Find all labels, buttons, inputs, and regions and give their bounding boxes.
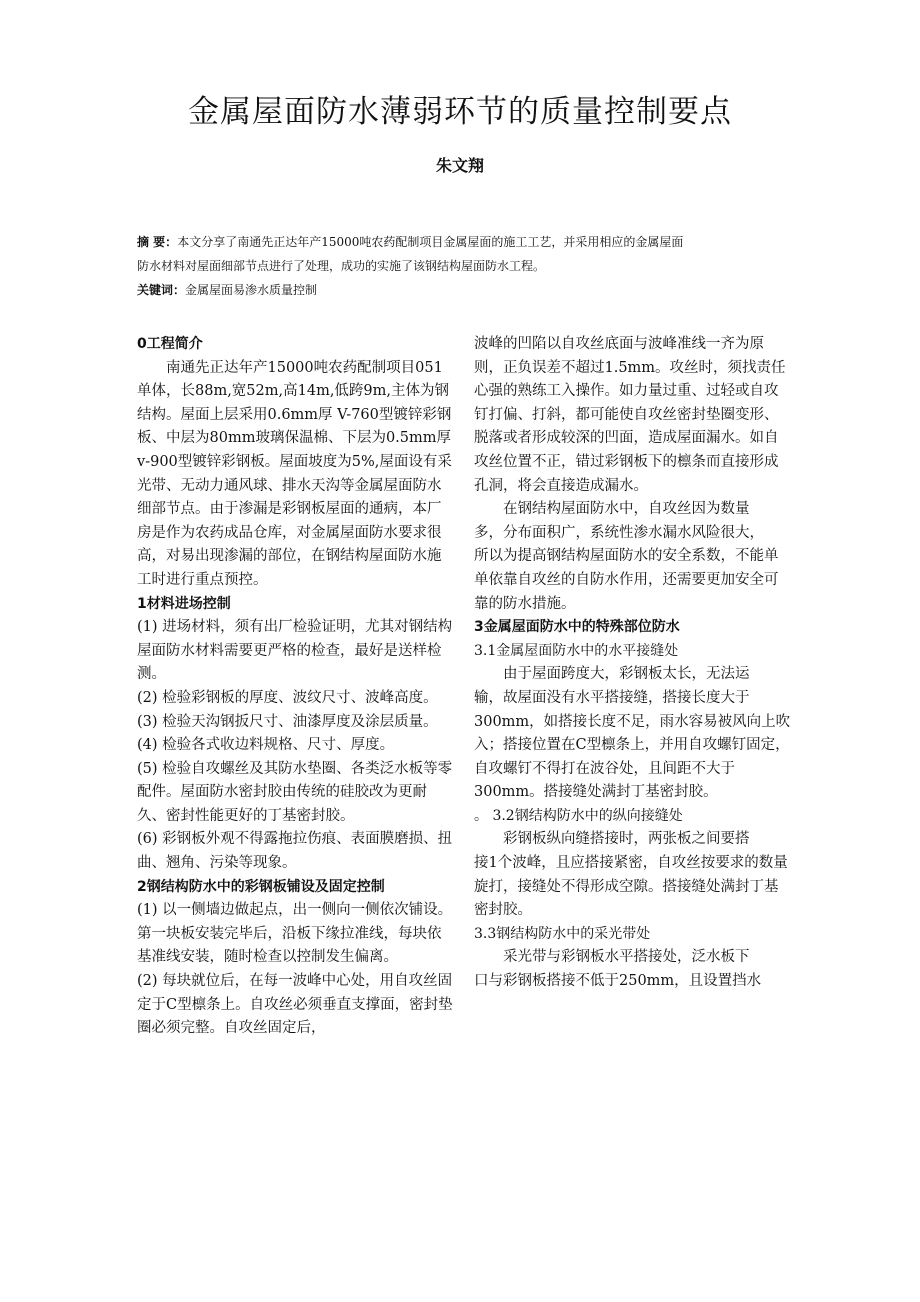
subsection-3-3: 3.3钢结构防水中的采光带处 bbox=[474, 925, 651, 942]
paper-title: 金属屋面防水薄弱环节的质量控制要点 bbox=[188, 94, 732, 130]
skylight-a: 采光带与彩钢板水平搭接处，泛水板下 bbox=[503, 949, 750, 966]
laying-item-1: (1) 以一侧墙边做起点，出一侧向一侧依次铺设。第一块板安装完毕后，沿板下缘拉准线，每块依基准线安装，随时检查以控制发生偏离。 bbox=[137, 902, 453, 966]
longitudinal-joint-a: 彩钢板纵向缝搭接时，两张板之间要搭 bbox=[503, 831, 750, 848]
skylight-b: 口与彩钢板搭接不低于250mm，且设置挡水 bbox=[474, 973, 762, 990]
abstract-block bbox=[137, 230, 787, 302]
horizontal-joint-a: 由于屋面跨度大，彩钢板太长，无法运 bbox=[503, 666, 750, 683]
screw-paragraph-c: 所以为提高钢结构屋面防水的安全系数，不能单单依靠自攻丝的自防水作用，还需要更加安全可靠的防水措施。 bbox=[474, 548, 779, 612]
keywords-label: 关键词： bbox=[137, 283, 186, 297]
screw-paragraph-a: 在钢结构屋面防水中，自攻丝因为数量 bbox=[503, 501, 750, 518]
section-heading-1: 1材料进场控制 bbox=[137, 595, 231, 612]
right-column bbox=[474, 333, 792, 994]
material-item-4: (4) 检验各式收边料规格、尺寸、厚度。 bbox=[137, 737, 395, 754]
keywords-line bbox=[137, 278, 787, 302]
material-item-1: (1) 进场材料，须有出厂检验证明，尤其对钢结构屋面防水材料需要更严格的检查，最好是送样检测。 bbox=[137, 619, 453, 683]
keywords-text: 金属屋面易渗水质量控制 bbox=[185, 283, 318, 297]
section-heading-0: 0工程简介 bbox=[137, 336, 203, 352]
longitudinal-joint-b: 接1个波峰，且应搭接紧密，自攻丝按要求的数量旋打，接缝处不得形成空隙。搭接缝处满封丁基密封胶。 bbox=[474, 855, 788, 919]
abstract-text-2: 防水材料对屋面细部节点进行了处理，成功的实施了该钢结构屋面防水工程。 bbox=[137, 259, 546, 273]
subsection-3-1: 3.1金属屋面防水中的水平接缝处 bbox=[474, 642, 679, 659]
abstract-label: 摘 要： bbox=[137, 235, 178, 249]
horizontal-joint-b: 输，故屋面没有水平搭接缝，搭接长度大于300mm，如搭接长度不足，雨水容易被风向上吹入；搭接位置在C型檩条上，并用自攻螺钉固定，自攻螺钉不得打在波谷处，且间距不大于300mm。搭接缝处满封丁基密封胶。 bbox=[474, 689, 791, 801]
left-column bbox=[137, 333, 455, 1041]
screw-paragraph-b: 多，分布面积广，系统性渗水漏水风险很大， bbox=[474, 524, 764, 541]
intro-paragraph: 南通先正达年产15000吨农药配制项目051单体，长88m,宽52m,高14m,低跨9m,主体为钢结构。屋面上层采用0.6mm厚 V-760型镀锌彩钢板、中层为80mm玻璃保温棉、下层为0.5mm厚v-900型镀锌彩钢板。屋面坡度为5%,屋面设有采光带、无动力通风球、排水天沟等金属屋面防水细部节点。由于渗漏是彩钢板屋面的通病，本厂房是作为农药成品仓库，对金属屋面防水要求很高，对易出现渗漏的部位，在钢结构屋面防水施工时进行重点预控。 bbox=[137, 359, 452, 588]
material-item-6: (6) 彩钢板外观不得露拖拉伤痕、表面膜磨损、扭曲、翘角、污染等现象。 bbox=[137, 831, 453, 872]
material-item-2: (2) 检验彩钢板的厚度、波纹尺寸、波峰高度。 bbox=[137, 689, 438, 706]
author-name: 朱文翔 bbox=[435, 156, 484, 175]
abstract-text-1: 本文分享了南通先正达年产15000吨农药配制项目金属屋面的施工工艺，并采用相应的金属屋面 bbox=[177, 235, 684, 249]
laying-item-2: (2) 每块就位后，在每一波峰中心处，用自攻丝固定于C型檩条上。自攻丝必须垂直支撑面，密封垫圈必须完整。自攻丝固定后， bbox=[137, 973, 453, 1037]
material-item-5: (5) 检验自攻螺丝及其防水垫圈、各类泛水板等零配件。屋面防水密封胶由传统的硅胶改为更耐久、密封性能更好的丁基密封胶。 bbox=[137, 760, 453, 824]
material-item-3: (3) 检验天沟钢扳尺寸、油漆厚度及涂层质量。 bbox=[137, 713, 438, 730]
continued-paragraph: 波峰的凹陷以自攻丝底面与波峰准线一齐为原则，正负误差不超过1.5mm。攻丝时，须找责任心强的熟练工入操作。如力量过重、过轻或自攻钉打偏、打斜，都可能使自攻丝密封垫圈变形、脱落或者形成较深的凹面，造成屋面漏水。如自攻丝位置不正，错过彩钢板下的檩条而直接形成孔洞，将会直接造成漏水。 bbox=[474, 336, 786, 494]
section-heading-3: 3金属屋面防水中的特殊部位防水 bbox=[474, 619, 680, 636]
subsection-3-2: 。 3.2钢结构防水中的纵向接缝处 bbox=[474, 807, 683, 824]
section-heading-2: 2钢结构防水中的彩钢板铺设及固定控制 bbox=[137, 878, 385, 895]
abstract-line-1 bbox=[137, 230, 787, 254]
